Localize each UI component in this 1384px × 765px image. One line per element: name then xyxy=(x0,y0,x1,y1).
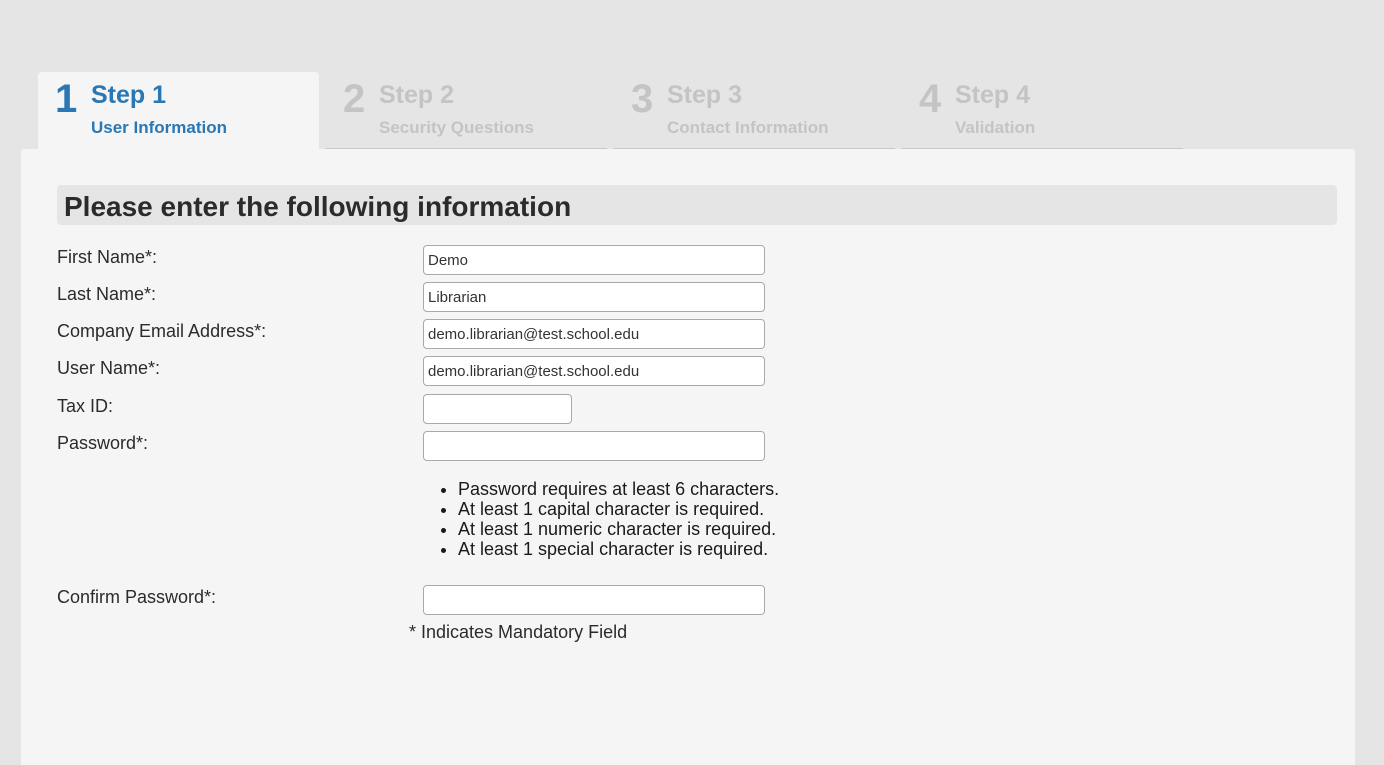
step-title: Step 3 xyxy=(667,81,743,109)
step-tab-3[interactable] xyxy=(614,72,895,150)
step-subtitle: User Information xyxy=(91,118,228,137)
password-requirement: • At least 1 numeric character is required. xyxy=(458,519,779,539)
password-requirement: • At least 1 special character is required. xyxy=(458,539,779,559)
last-name-label: Last Name*: xyxy=(57,284,157,304)
step-title: Step 2 xyxy=(379,81,455,109)
company-email-label: Company Email Address*: xyxy=(57,321,267,341)
step-title: Step 4 xyxy=(955,81,1031,109)
step-number: 1 xyxy=(55,77,78,121)
first-name-field[interactable] xyxy=(423,245,765,275)
step-tab-1[interactable] xyxy=(38,72,319,152)
first-name-label: First Name*: xyxy=(57,247,158,267)
step-number: 3 xyxy=(631,77,654,121)
step-subtitle: Validation xyxy=(955,118,1036,137)
step-subtitle: Contact Information xyxy=(667,118,829,137)
confirm-password-label: Confirm Password*: xyxy=(57,587,217,607)
last-name-field[interactable] xyxy=(423,282,765,312)
step-title: Step 1 xyxy=(91,81,167,109)
form-panel xyxy=(21,149,1355,765)
password-field[interactable] xyxy=(423,431,765,461)
user-name-field[interactable] xyxy=(423,356,765,386)
tax-id-field[interactable] xyxy=(423,394,572,424)
tax-id-label: Tax ID: xyxy=(57,396,114,416)
step-number: 2 xyxy=(343,77,366,121)
password-requirements-list xyxy=(436,479,779,559)
company-email-field[interactable] xyxy=(423,319,765,349)
password-requirement: • At least 1 capital character is required. xyxy=(458,499,779,519)
password-label: Password*: xyxy=(57,433,149,453)
section-header xyxy=(57,185,1337,225)
confirm-password-field[interactable] xyxy=(423,585,765,615)
step-subtitle: Security Questions xyxy=(379,118,534,137)
mandatory-field-note: * Indicates Mandatory Field xyxy=(409,622,628,642)
form-heading: Please enter the following information xyxy=(64,191,572,222)
user-name-label: User Name*: xyxy=(57,358,161,378)
step-tabs xyxy=(38,72,1188,150)
step-tab-4[interactable] xyxy=(902,72,1183,150)
step-number: 4 xyxy=(919,77,942,121)
step-tab-2[interactable] xyxy=(326,72,607,150)
password-requirement: • Password requires at least 6 characters. xyxy=(458,479,779,499)
